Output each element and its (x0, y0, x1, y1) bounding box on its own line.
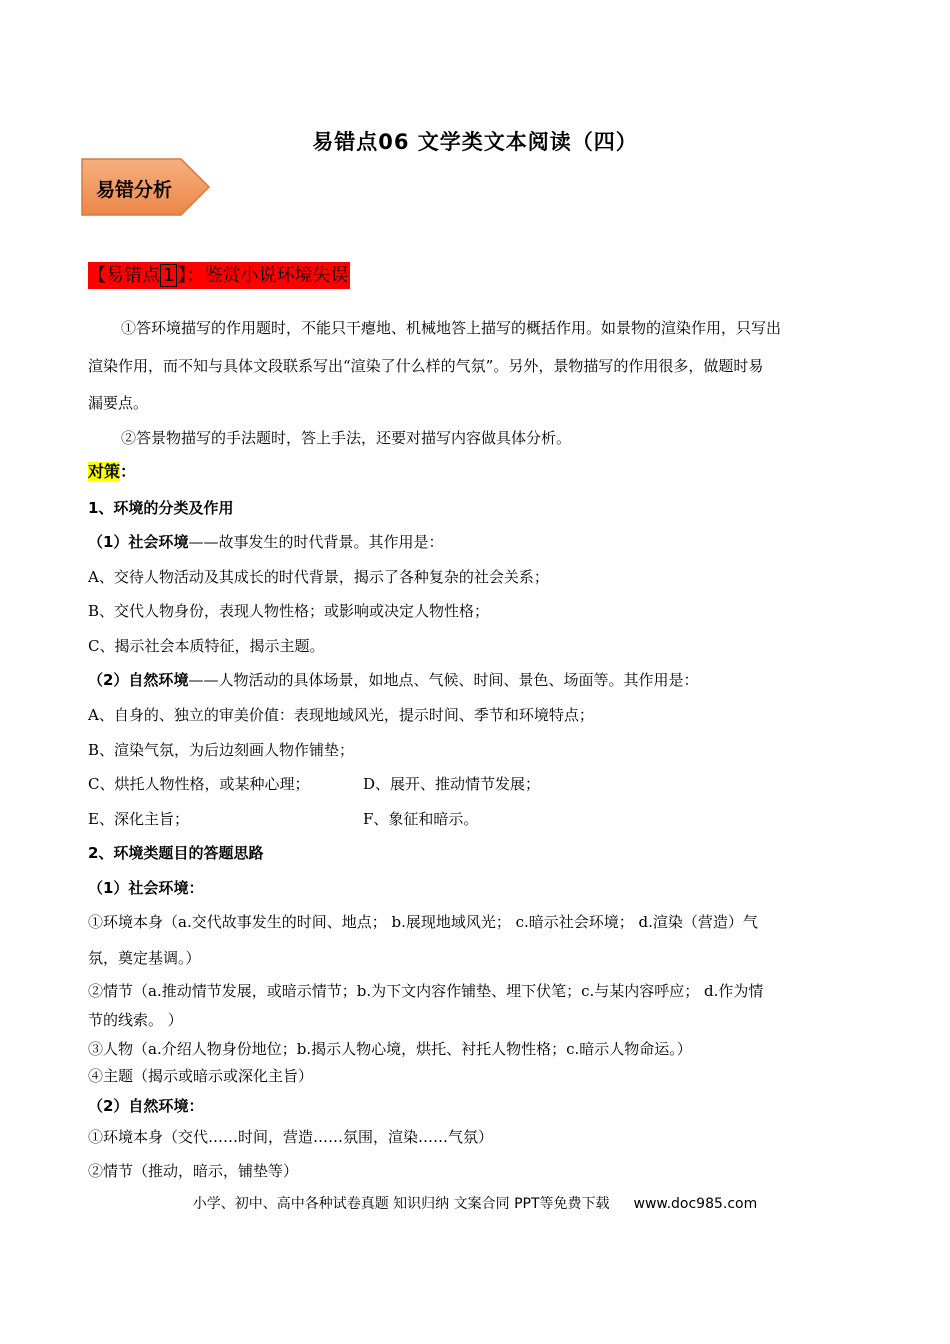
social-environment-desc: ——故事发生的时代背景。其作用是： (188, 533, 444, 551)
heading-answer-approach: 2、环境类题目的答题思路 (88, 844, 264, 862)
section-heading-prefix: 【易错点 (88, 265, 160, 286)
social-environment-2-heading: （1）社会环境： (88, 879, 204, 897)
page-footer (0, 1193, 950, 1213)
intro-paragraph-2: ②答景物描写的手法题时，答上手法，还要对描写内容做具体分析。 (121, 429, 572, 447)
natural-item-e: E、深化主旨； (88, 810, 189, 828)
intro-paragraph-1-line-1: ①答环境描写的作用题时，不能只干瘪地、机械地答上描写的概括作用。如景物的渲染作用，只写出 (121, 319, 782, 337)
natural2-item-2: ②情节（推动，暗示，铺垫等） (88, 1162, 299, 1180)
social2-item-1-line-2: 氛，奠定基调。） (88, 949, 201, 967)
natural-item-b: B、渲染气氛，为后边刻画人物作铺垫； (88, 741, 355, 759)
strategy-colon: ： (120, 462, 137, 481)
natural-environment-desc: ——人物活动的具体场景，如地点、气候、时间、景色、场面等。其作用是： (188, 671, 699, 689)
intro-paragraph-1-line-3: 漏要点。 (88, 394, 149, 412)
social2-item-2-line-1: ②情节（a.推动情节发展，或暗示情节；b.为下文内容作铺垫、埋下伏笔；c.与某内容呼应； d.作为情 (88, 982, 764, 1000)
social2-item-4: ④主题（揭示或暗示或深化主旨） (88, 1067, 314, 1085)
social-environment-heading (88, 532, 443, 552)
intro-paragraph-1-line-2: 渲染作用，而不知与具体文段联系写出“渲染了什么样的气氛”。另外，景物描写的作用很多，做题时易 (88, 357, 764, 375)
natural-item-f: F、象征和暗示。 (363, 810, 479, 828)
badge-label: 易错分析 (96, 179, 173, 201)
natural-environment-2-heading: （2）自然环境： (88, 1097, 204, 1115)
footer-text: 小学、初中、高中各种试卷真题 知识归纳 文案合同 PPT等免费下载 (192, 1196, 610, 1212)
social-environment-label: （1）社会环境 (88, 533, 189, 551)
natural-item-d: D、展开、推动情节发展； (363, 775, 541, 793)
social2-item-2-line-2: 节的线索。 ） (88, 1011, 183, 1029)
natural2-item-1: ①环境本身（交代……时间，营造……氛围，渲染……气氛） (88, 1128, 494, 1146)
social-item-a: A、交待人物活动及其成长的时代背景，揭示了各种复杂的社会关系； (88, 568, 549, 586)
social2-item-3: ③人物（a.介绍人物身份地位；b.揭示人物心境，烘托、衬托人物性格；c.暗示人物命运。） (88, 1040, 692, 1058)
natural-environment-heading (88, 670, 698, 690)
footer-url[interactable]: www.doc985.com (633, 1196, 758, 1212)
social-item-b: B、交代人物身份，表现人物性格；或影响或决定人物性格； (88, 602, 490, 620)
natural-environment-label: （2）自然环境 (88, 671, 189, 689)
section-heading-error-point-1 (88, 262, 350, 289)
natural-item-a: A、自身的、独立的审美价值：表现地域风光，提示时间、季节和环境特点； (88, 706, 594, 724)
section-heading-number: 1 (160, 264, 177, 287)
strategy-label: 对策 (88, 462, 121, 481)
social2-item-1-line-1: ①环境本身（a.交代故事发生的时间、地点； b.展现地域风光； c.暗示社会环境； d.渲染（营造）气 (88, 913, 758, 931)
page-title: 易错点06 文学类文本阅读（四） (312, 130, 638, 154)
heading-environment-classification: 1、环境的分类及作用 (88, 499, 234, 517)
natural-item-c: C、烘托人物性格，或某种心理； (88, 775, 310, 793)
error-analysis-badge (81, 158, 211, 216)
social-item-c: C、揭示社会本质特征，揭示主题。 (88, 637, 325, 655)
section-heading-suffix: 】：鉴赏小说环境失误 (177, 265, 349, 286)
strategy-heading (88, 461, 136, 483)
